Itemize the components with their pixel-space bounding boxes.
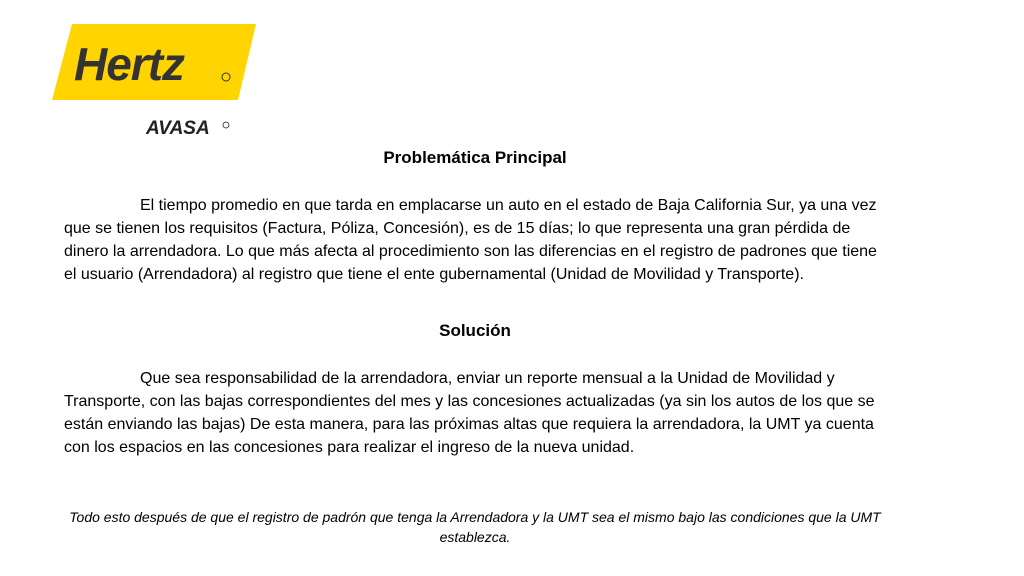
- section1-title: Problemática Principal: [383, 148, 567, 167]
- logo-brand-text: Hertz: [74, 38, 185, 90]
- hertz-avasa-logo: [50, 22, 260, 140]
- logo-subbrand-text: AVASA: [146, 118, 210, 139]
- section1-body: El tiempo promedio en que tarda en emplacarse un auto en el estado de Baja California Sur, ya una vez que se tienen los requisitos (Factura, Póliza, Concesión), es de 15 días; lo que representa una gran pérdida de dinero la arrendadora. Lo que más afecta al procedimiento son las diferencias en el registro de padrones que tiene el usuario (Arrendadora) al registro que tiene el ente gubernamental (Unidad de Movilidad y Transporte).: [64, 197, 877, 283]
- section2-body: Que sea responsabilidad de la arrendadora, enviar un reporte mensual a la Unidad de Movilidad y Transporte, con las bajas correspondientes del mes y las concesiones actualizadas (ya sin los autos de los que se están enviando las bajas) De esta manera, para las próximas altas que requiera la arrendadora, la UMT ya cuenta con los espacios en las concesiones para realizar el ingreso de la nueva unidad.: [64, 370, 875, 456]
- registered-mark-small-icon: [223, 122, 229, 128]
- section2-title: Solución: [439, 321, 511, 340]
- footnote: Todo esto después de que el registro de padrón que tenga la Arrendadora y la UMT sea el mismo bajo las condiciones que la UMT establezca.: [69, 509, 881, 545]
